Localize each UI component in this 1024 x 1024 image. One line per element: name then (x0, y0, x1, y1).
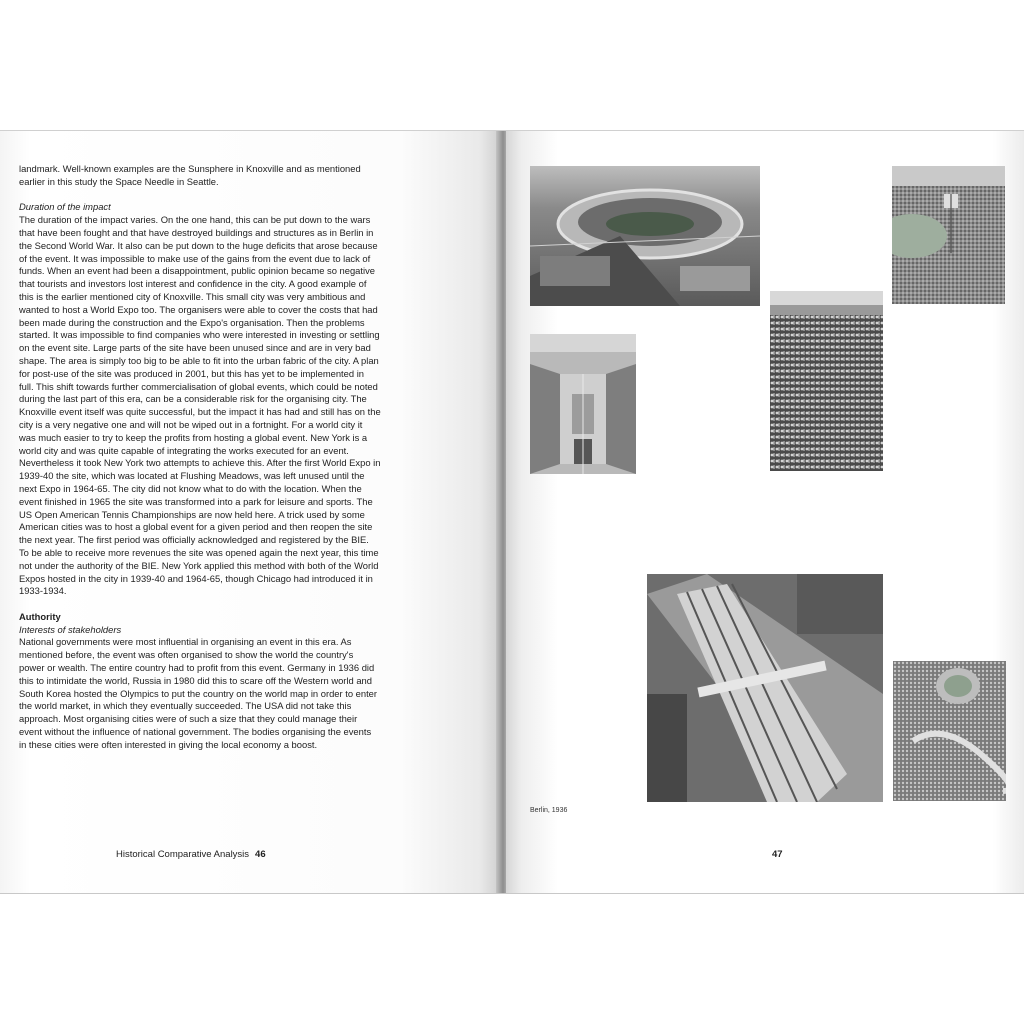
railway-station-aerial-photo (647, 574, 883, 802)
crowd-salute-photo (770, 291, 883, 471)
crowd-aerial-photo (893, 661, 1006, 801)
stadium-aerial-photo (530, 166, 760, 306)
right-page (506, 131, 1024, 893)
stadium-flag-crowd-photo (892, 166, 1005, 304)
duration-paragraph: The duration of the impact varies. On the one hand, this can be put down to the wars that have been fought and that have destroyed buildings and structures as in Berlin in the Second World War. It also can be put down to the huge deficits that arose because of the event. It was impossible to make use of the gains from the event due to lack of funds. When an event had been a disappointment, public opinion became so negative that tourists and investors lost interest and confidence in the city. A good example of this is the earlier mentioned city of Knoxville. This small city was very ambitious and wanted to host a World Expo too. The organisers were able to cover the costs that had been made during the construction and the Expo's organisation. Then the problems started. It was impossible to find companies who were interested in investing or settling on the event site. Large parts of the site have been unused since and are in very bad shape. The area is simply too big to be able to fit into the urban fabric of the city. A plan for post-use of the site was produced in 2001, but this has yet to be implemented in full. This shift towards further commercialisation of global events, which could be noted during the last part of this era, can be a considerable risk for the organising city. The Knoxville event itself was quite successful, but the impact it has had and still has on the city is a very negative one and will not be wiped out in a fortnight. For a world city it was much easier to try to keep the profits from hosting a global event. New York is a world city and was quite capable of integrating the works executed for an event. Nevertheless it took New York two attempts to achieve this. After the first World Expo in 1939-40 the site, which was located at Flushing Meadows, was left unused until the next Expo in 1964-65. The city did not know what to do with the location. When the event finished in 1965 the site was transformed into a park for leisure and sports. The US Open American Tennis Championships are now held here. A trick used by some American cities was to host a global event for a given period and then reopen the site the next year. The first period was officially acknowledged and registered by the BIE. To be able to receive more revenues the site was opened again the next year, this time not under the authority of the BIE. New York applied this method with both of the World Expos hosted in the city in 1939-40 and 1964-65, though Chicago had introduced it in 1933-1934. (19, 214, 381, 597)
left-page (0, 131, 500, 893)
page-number-right: 47 (772, 849, 783, 860)
body-text (19, 163, 381, 752)
footer-title: Historical Comparative Analysis (116, 849, 250, 860)
stakeholders-paragraph: National governments were most influential in organising an event in this era. As mentioned before, the event was often organised to show the world the country's power or wealth. The entire country had to profit from this event. Germany in 1936 did this to intimidate the world, Russia in 1980 did this to scare off the Western world and South Korea hosted the Olympics to put the country on the world map in order to enter the world market, in which they eventually succeeded. The USA did not take this approach. Most organising cities were of such a size that they could manage their event without the influence of national government. The bodies organising the events in these cities were often interested in giving the local economy a boost. (19, 636, 378, 750)
duration-heading: Duration of the impact (19, 201, 111, 213)
photo-caption: Berlin, 1936 (530, 807, 568, 814)
stadium-interior-photo (530, 334, 636, 474)
left-footer (116, 849, 266, 860)
book-spread (0, 130, 1024, 894)
intro-paragraph: landmark. Well-known examples are the Sunsphere in Knoxville and as mentioned earlier in this study the Space Needle in Seattle. (19, 163, 361, 187)
stakeholders-heading: Interests of stakeholders (19, 623, 122, 635)
authority-heading: Authority (19, 610, 61, 622)
page-number-left: 46 (255, 849, 266, 860)
